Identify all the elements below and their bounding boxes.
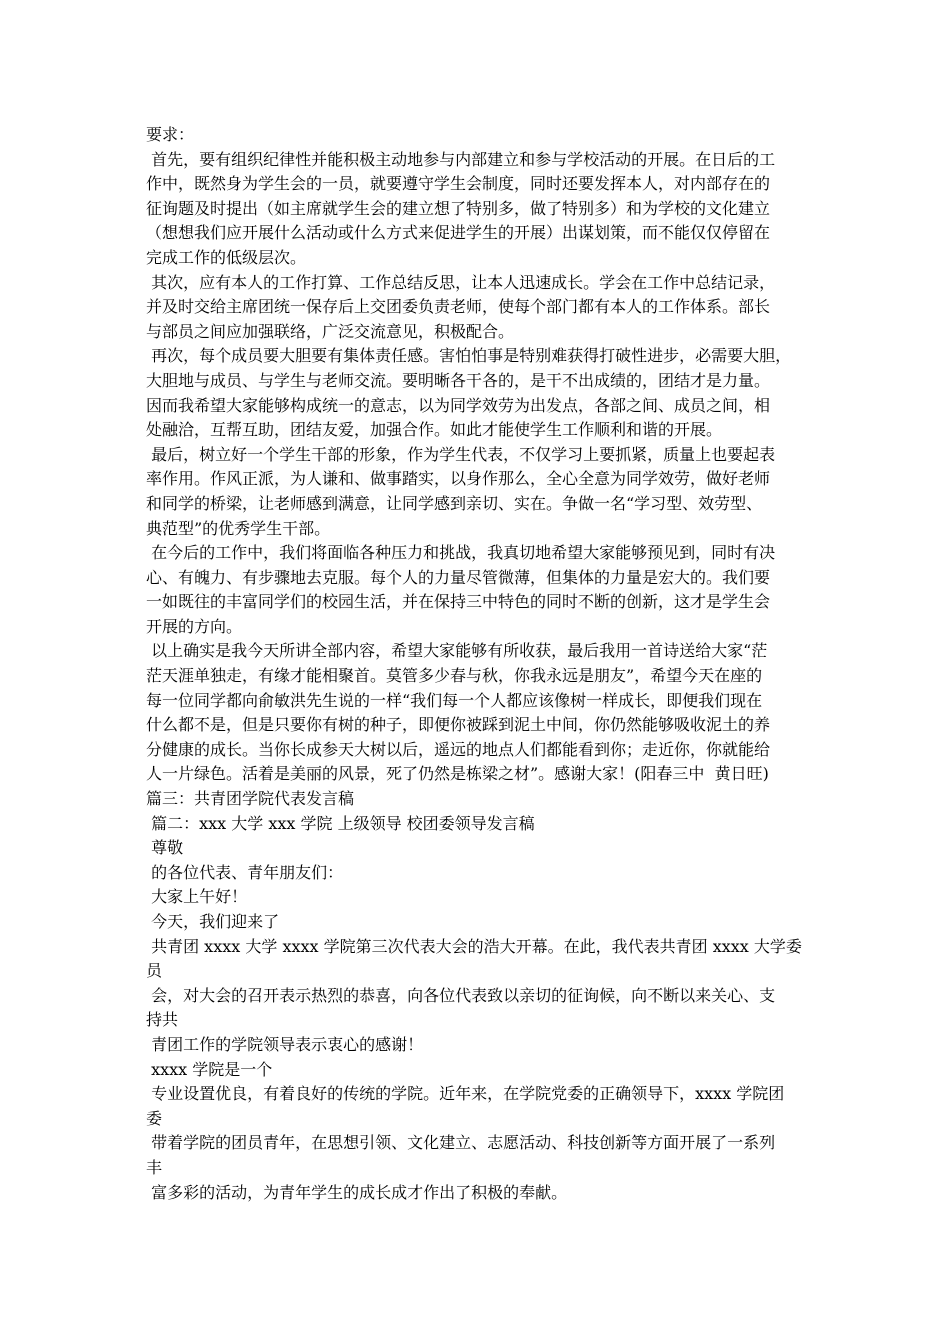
text-line: 会，对大会的召开表示热烈的恭喜，向各位代表致以亲切的征询候，向不断以来关心、支 <box>146 985 776 1005</box>
text-line: 分健康的成长。当你长成参天大树以后，遥远的地点人们都能看到你；走近你，你就能给 <box>146 739 771 759</box>
text-line: 共青团 xxxx 大学 xxxx 学院第三次代表大会的浩大开幕。在此，我代表共青团 xxxx 大学委 <box>146 936 802 956</box>
text-line: 大家上午好！ <box>146 887 248 907</box>
text-line: 员 <box>146 961 163 981</box>
text-line: 篇二：xxx 大学 xxx 学院 上级领导 校团委领导发言稿 <box>146 813 535 833</box>
text-line: 首先，要有组织纪律性并能积极主动地参与内部建立和参与学校活动的开展。在日后的工 <box>146 149 776 169</box>
text-line: 每一位同学都向俞敏洪先生说的一样“我们每一个人都应该像树一样成长，即便我们现在 <box>146 690 763 710</box>
text-line: 典范型”的优秀学生干部。 <box>146 518 331 538</box>
text-line: 并及时交给主席团统一保存后上交团委负责老师，使每个部门都有本人的工作体系。部长 <box>146 297 771 317</box>
text-line: 以上确实是我今天所讲全部内容，希望大家能够有所收获，最后我用一首诗送给大家“茫 <box>146 641 768 661</box>
text-line: 持共 <box>146 1010 179 1030</box>
text-line: 和同学的桥梁，让老师感到满意，让同学感到亲切、实在。争做一名“学习型、效劳型、 <box>146 493 763 513</box>
text-line: 青团工作的学院领导表示衷心的感谢！ <box>146 1034 424 1054</box>
text-line: 要求： <box>146 125 195 144</box>
document-body <box>146 123 806 1205</box>
text-line: 因而我希望大家能够构成统一的意志，以为同学效劳为出发点，各部之间、成员之间，相 <box>146 395 771 415</box>
text-line: 在今后的工作中，我们将面临各种压力和挑战，我真切地希望大家能够预见到，同时有决 <box>146 543 776 563</box>
text-line: 率作用。作风正派，为人谦和、做事踏实，以身作那么，全心全意为同学效劳，做好老师 <box>146 469 771 489</box>
text-line: 心、有魄力、有步骤地去克服。每个人的力量尽管微薄，但集体的力量是宏大的。我们要 <box>146 567 771 587</box>
text-line: 再次，每个成员要大胆要有集体责任感。害怕怕事是特别难获得打破性进步，必需要大胆， <box>146 346 792 366</box>
text-line: 委 <box>146 1108 163 1128</box>
text-line: 作中，既然身为学生会的一员，就要遵守学生会制度，同时还要发挥本人，对内部存在的 <box>146 174 771 194</box>
text-line: 人一片绿色。活着是美丽的风景，死了仍然是栋梁之材”。感谢大家！(阳春三中 黄日旺) <box>146 764 769 784</box>
text-line: 的各位代表、青年朋友们： <box>146 862 344 882</box>
text-line: 其次，应有本人的工作打算、工作总结反思，让本人迅速成长。学会在工作中总结记录， <box>146 272 776 292</box>
text-line: 征询题及时提出（如主席就学生会的建立想了特别多，做了特别多）和为学校的文化建立 <box>146 198 771 218</box>
text-line: 处融洽，互帮互助，团结友爱，加强合作。如此才能使学生工作顺利和谐的开展。 <box>146 420 723 440</box>
text-line: 今天，我们迎来了 <box>146 912 280 931</box>
text-line: 专业设置优良，有着良好的传统的学院。近年来，在学院党委的正确领导下，xxxx 学院团 <box>146 1084 785 1104</box>
text-line: 什么都不是，但是只要你有树的种子，即便你被踩到泥土中间，你仍然能够吸收泥土的养 <box>146 715 771 735</box>
text-line: xxxx 学院是一个 <box>146 1059 273 1079</box>
text-line: 带着学院的团员青年，在思想引领、文化建立、志愿活动、科技创新等方面开展了一系列 <box>146 1133 776 1153</box>
text-line: 富多彩的活动，为青年学生的成长成才作出了积极的奉献。 <box>146 1182 568 1202</box>
text-line: 茫天涯单独走，有缘才能相聚首。莫管多少春与秋，你我永远是朋友”，希望今天在座的 <box>146 666 763 686</box>
text-line: 完成工作的低级层次。 <box>146 247 307 267</box>
text-line: 丰 <box>146 1157 163 1177</box>
text-line: 尊敬 <box>146 838 184 858</box>
text-line: 一如既往的丰富同学们的校园生活，并在保持三中特色的同时不断的创新，这才是学生会 <box>146 592 771 612</box>
text-line: 开展的方向。 <box>146 616 243 636</box>
text-line: （想想我们应开展什么活动或什么方式来促进学生的开展）出谋划策，而不能仅仅停留在 <box>146 223 771 243</box>
text-line: 与部员之间应加强联络，广泛交流意见，积极配合。 <box>146 321 515 341</box>
text-line: 最后，树立好一个学生干部的形象，作为学生代表，不仅学习上要抓紧，质量上也要起表 <box>146 444 776 464</box>
text-line: 篇三：共青团学院代表发言稿 <box>146 789 355 809</box>
text-line: 大胆地与成员、与学生与老师交流。要明晰各干各的，是干不出成绩的，团结才是力量。 <box>146 370 771 390</box>
